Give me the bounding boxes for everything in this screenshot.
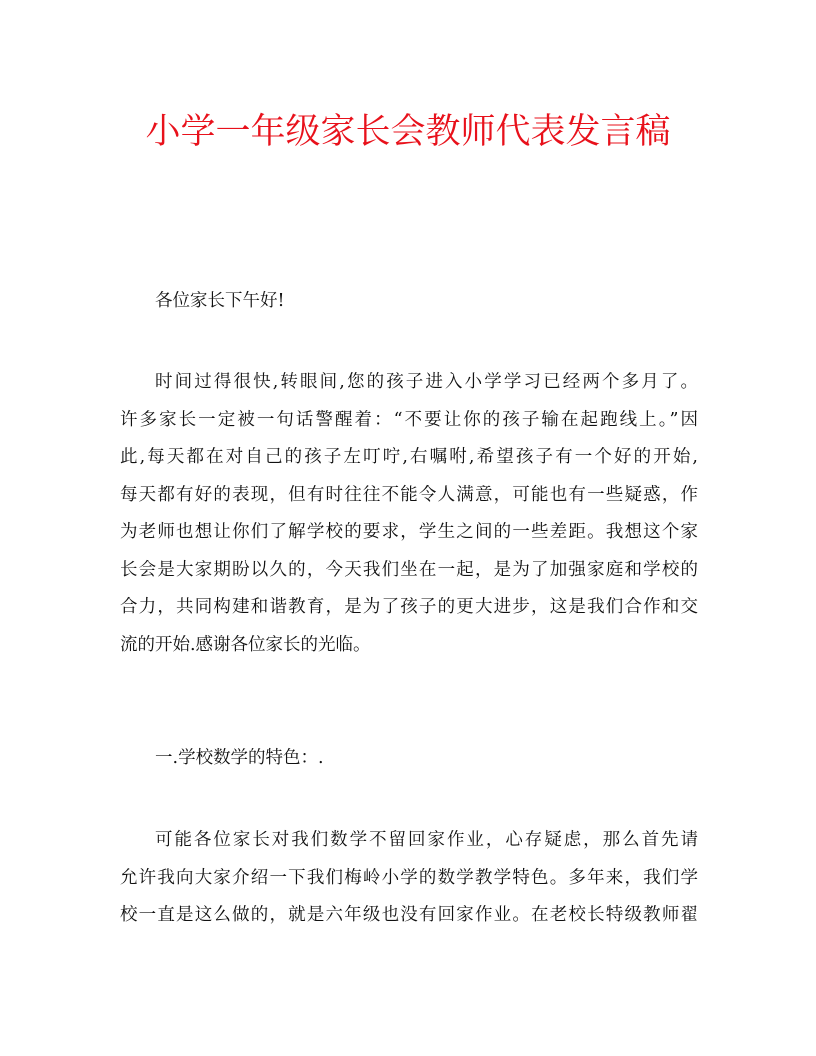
paragraph-line: 校一直是这么做的，就是六年级也没有回家作业。在老校长特级教师翟	[120, 905, 698, 925]
paragraph-line: 允许我向大家介绍一下我们梅岭小学的数学教学特色。多年来，我们学	[120, 867, 698, 888]
section-heading	[120, 740, 698, 778]
paragraph-line: 此,每天都在对自己的孩子左叮咛,右嘱咐,希望孩子有一个好的开始,	[120, 447, 698, 467]
paragraph-line: 时间过得很快,转眼间,您的孩子进入小学学习已经两个多月了。	[155, 372, 698, 392]
salutation	[120, 283, 698, 321]
paragraph-line: 为老师也想让你们了解学校的要求，学生之间的一些差距。我想这个家	[120, 522, 698, 542]
paragraph-line: 合力，共同构建和谐教育，是为了孩子的更大进步，这是我们合作和交	[120, 597, 698, 617]
paragraph-line: 长会是大家期盼以久的，今天我们坐在一起，是为了加强家庭和学校的	[120, 559, 698, 580]
paragraph-line: 流的开始.感谢各位家长的光临。	[120, 634, 371, 655]
document-title: 小学一年级家长会教师代表发言稿	[145, 112, 671, 152]
paragraph-line: 许多家长一定被一句话警醒着：“不要让你的孩子输在起跑线上。”因	[120, 409, 698, 430]
paragraph-line: 每天都有好的表现，但有时往往不能令人满意，可能也有一些疑惑，作	[120, 484, 698, 505]
section-heading-text: 一.学校数学的特色：.	[155, 748, 324, 768]
paragraph-1	[120, 364, 698, 664]
salutation-text: 各位家长下午好!	[155, 291, 285, 311]
paragraph-line: 可能各位家长对我们数学不留回家作业，心存疑虑，那么首先请	[155, 830, 698, 850]
paragraph-2	[120, 822, 698, 935]
